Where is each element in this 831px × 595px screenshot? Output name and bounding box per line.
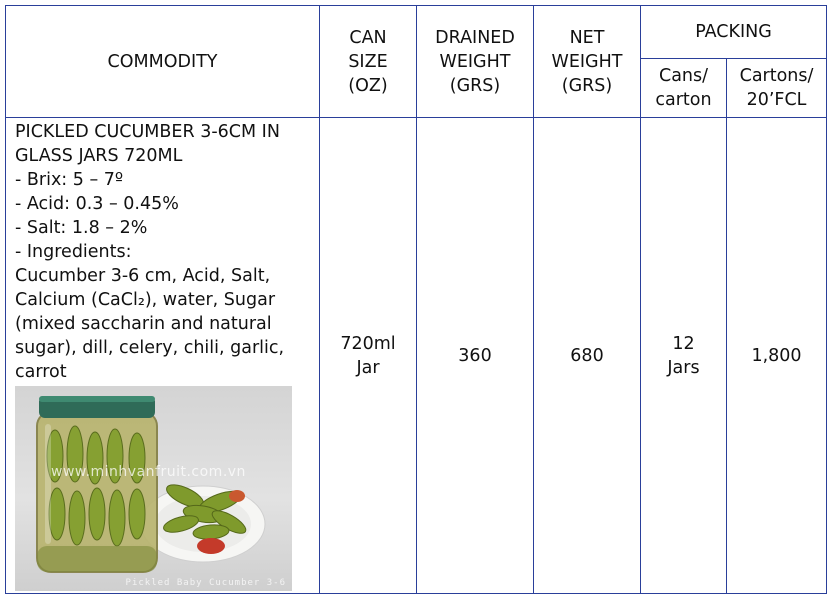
product-spec-sheet xyxy=(5,5,827,594)
drained-weight-cell: 360 xyxy=(417,118,534,594)
ingredients-line: Cucumber 3-6 cm, Acid, Salt, xyxy=(15,266,271,286)
ingredients-line: Calcium (CaCl₂), water, Sugar xyxy=(15,290,276,310)
header-drained-weight-line: (GRS) xyxy=(449,75,501,96)
header-can-size xyxy=(320,6,417,118)
header-net-weight-line: WEIGHT xyxy=(551,51,623,72)
header-cartons-line: Cartons/ xyxy=(739,66,814,86)
header-drained-weight-line: DRAINED xyxy=(435,27,515,48)
header-cans-line: carton xyxy=(655,90,712,110)
header-drained-weight xyxy=(417,6,534,118)
chili-piece xyxy=(229,490,245,502)
product-title-line: PICKLED CUCUMBER 3-6CM IN xyxy=(15,122,280,142)
header-cans-line: Cans/ xyxy=(658,66,709,86)
header-can-size-line: (OZ) xyxy=(348,75,388,96)
header-commodity: COMMODITY xyxy=(6,6,320,118)
photo-caption: Pickled Baby Cucumber 3-6 xyxy=(125,578,286,588)
cans-per-carton-value: 12 xyxy=(672,333,695,354)
header-can-size-line: CAN xyxy=(349,27,387,48)
photo-watermark: www.minhvanfruit.com.vn xyxy=(51,464,246,480)
header-packing: PACKING xyxy=(641,6,827,59)
product-photo xyxy=(15,386,292,591)
can-size-cell xyxy=(320,118,417,594)
net-weight-cell: 680 xyxy=(534,118,641,594)
product-title-line: GLASS JARS 720ML xyxy=(15,146,183,166)
can-size-value: 720ml xyxy=(340,333,396,354)
header-drained-weight-line: WEIGHT xyxy=(439,51,511,72)
spec-brix: - Brix: 5 – 7º xyxy=(15,170,124,190)
ingredients-line: (mixed saccharin and natural xyxy=(15,314,272,334)
header-cartons-line: 20’FCL xyxy=(746,90,807,110)
tomato-slice xyxy=(197,538,225,554)
cartons-per-fcl-cell: 1,800 xyxy=(727,118,827,594)
spec-salt: - Salt: 1.8 – 2% xyxy=(15,218,148,238)
pickle-jar-illustration xyxy=(15,386,292,591)
ingredients-line: carrot xyxy=(15,362,67,382)
spec-ingredients-label: - Ingredients: xyxy=(15,242,132,262)
product-spec-table xyxy=(5,5,827,594)
header-can-size-line: SIZE xyxy=(348,51,388,72)
cans-per-carton-cell xyxy=(641,118,727,594)
cans-per-carton-unit: Jars xyxy=(667,357,700,378)
header-net-weight-line: (GRS) xyxy=(561,75,613,96)
header-cartons-per-fcl xyxy=(727,59,827,118)
ingredients-line: sugar), dill, celery, chili, garlic, xyxy=(15,338,285,358)
header-net-weight xyxy=(534,6,641,118)
commodity-cell xyxy=(6,118,320,594)
can-size-unit: Jar xyxy=(356,357,380,378)
header-cans-per-carton xyxy=(641,59,727,118)
product-row xyxy=(6,118,827,594)
header-row-1 xyxy=(6,6,827,59)
spec-acid: - Acid: 0.3 – 0.45% xyxy=(15,194,179,214)
header-net-weight-line: NET xyxy=(569,27,605,48)
